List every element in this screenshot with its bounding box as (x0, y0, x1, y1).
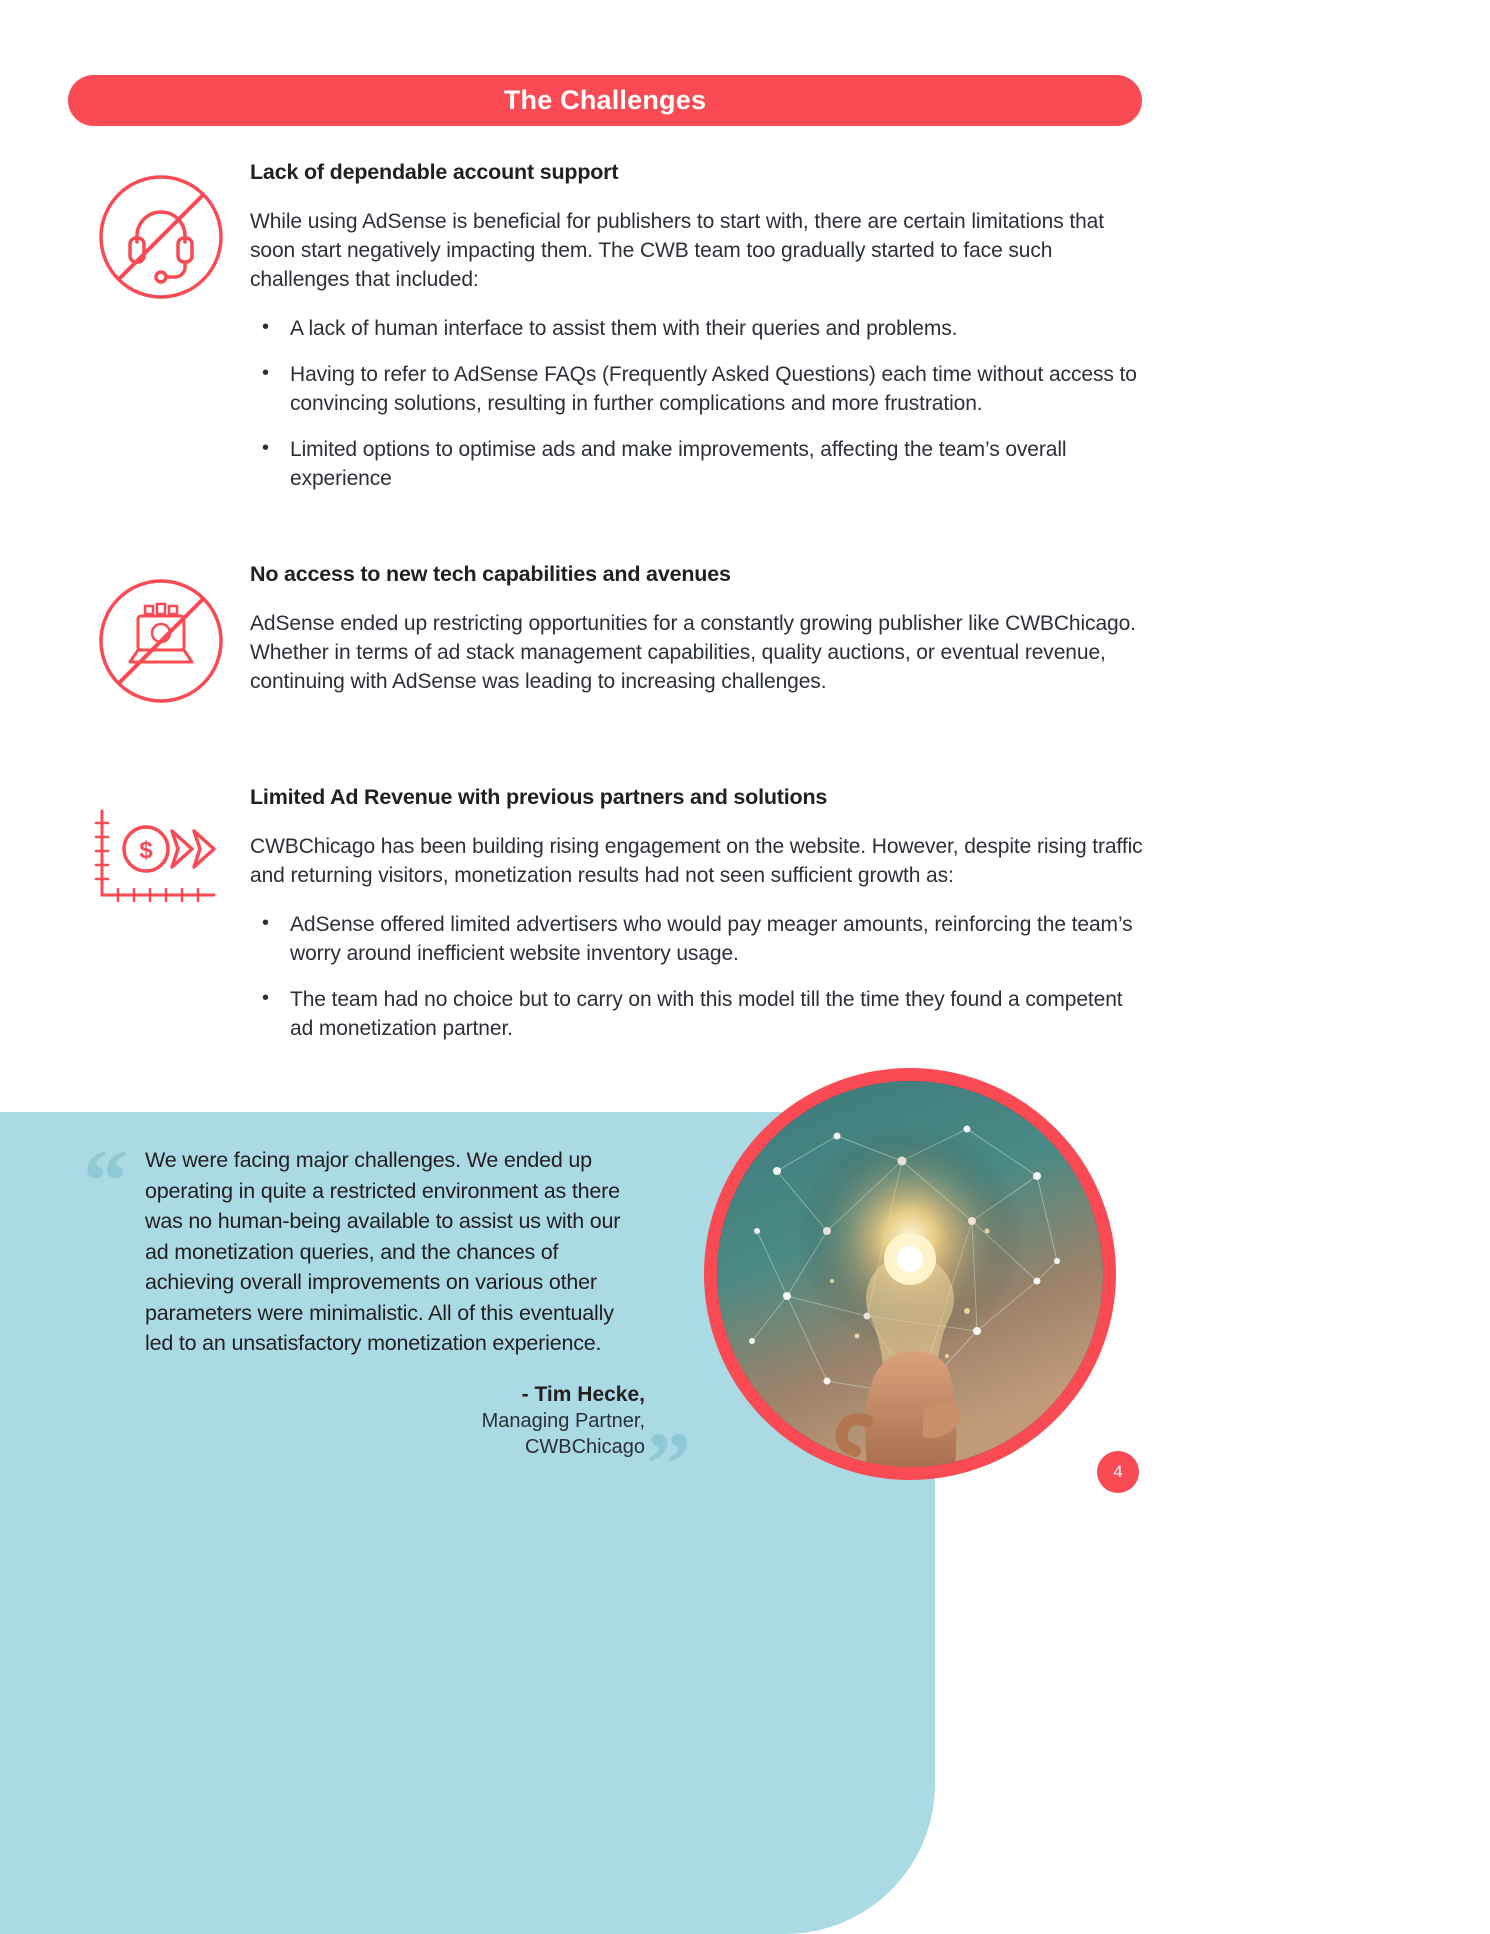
section-bullet-list (250, 911, 1150, 1044)
svg-text:$: $ (139, 837, 153, 864)
page-title: The Challenges (503, 85, 707, 115)
section-paragraph: AdSense ended up restricting opportunities for a constantly growing publisher like CWBChicago. Whether in terms of ad stack management capabilities, quality auctions, or eventual revenue, continuing with AdSense was leading to increasing challenges. (250, 612, 1136, 693)
page-number-badge: 4 (1097, 1451, 1139, 1493)
quote-attribution (145, 1381, 645, 1460)
list-item: • A lack of human interface to assist them with their queries and problems. (250, 315, 1150, 344)
section-body (250, 785, 1150, 1044)
no-headset-support-icon (96, 172, 226, 302)
no-tech-access-icon (96, 576, 226, 706)
quote-author-role: Managing Partner, (481, 1409, 645, 1432)
quote-close-icon: ” (646, 1414, 691, 1514)
list-item: • AdSense offered limited advertisers who would pay meager amounts, reinforcing the team’s worry around inefficient website inventory usage. (250, 911, 1150, 969)
list-item: • The team had no choice but to carry on with this model till the time they found a competent ad monetization partner. (250, 986, 1150, 1044)
quote-author-name: - Tim Hecke, (521, 1382, 645, 1406)
header-banner (68, 75, 1142, 126)
section-heading: Lack of dependable account support (250, 160, 619, 184)
section-heading: No access to new tech capabilities and avenues (250, 562, 731, 586)
lightbulb-photo (704, 1068, 1116, 1480)
section-body (250, 562, 1150, 697)
section-bullet-list (250, 315, 1150, 494)
list-item: • Having to refer to AdSense FAQs (Frequently Asked Questions) each time without access to convincing solutions, resulting in further complications and more frustration. (250, 361, 1150, 419)
section-paragraph: CWBChicago has been building rising engagement on the website. However, despite rising traffic and returning visitors, monetization results had not seen sufficient growth as: (250, 835, 1143, 887)
lightbulb-photo-inner (717, 1081, 1103, 1467)
quote-author-company: CWBChicago (524, 1435, 645, 1458)
list-item: • Limited options to optimise ads and make improvements, affecting the team’s overall experience (250, 436, 1150, 494)
section-body (250, 160, 1150, 494)
section-paragraph: While using AdSense is beneficial for publishers to start with, there are certain limitations that soon start negatively impacting them. The CWB team too gradually started to face such challenges that included: (250, 210, 1104, 291)
testimonial-quote (83, 1132, 691, 1514)
quote-open-icon: “ (83, 1132, 128, 1231)
section-heading: Limited Ad Revenue with previous partners and solutions (250, 785, 828, 809)
quote-text: We were facing major challenges. We ended up operating in quite a restricted environment as there was no human-being available to assist us with our ad monetization queries, and the chances of achieving overall improvements on various other parameters were minimalistic. All of this eventually led to an unsatisfactory monetization experience. (145, 1148, 621, 1356)
limited-revenue-chart-icon (90, 797, 230, 917)
